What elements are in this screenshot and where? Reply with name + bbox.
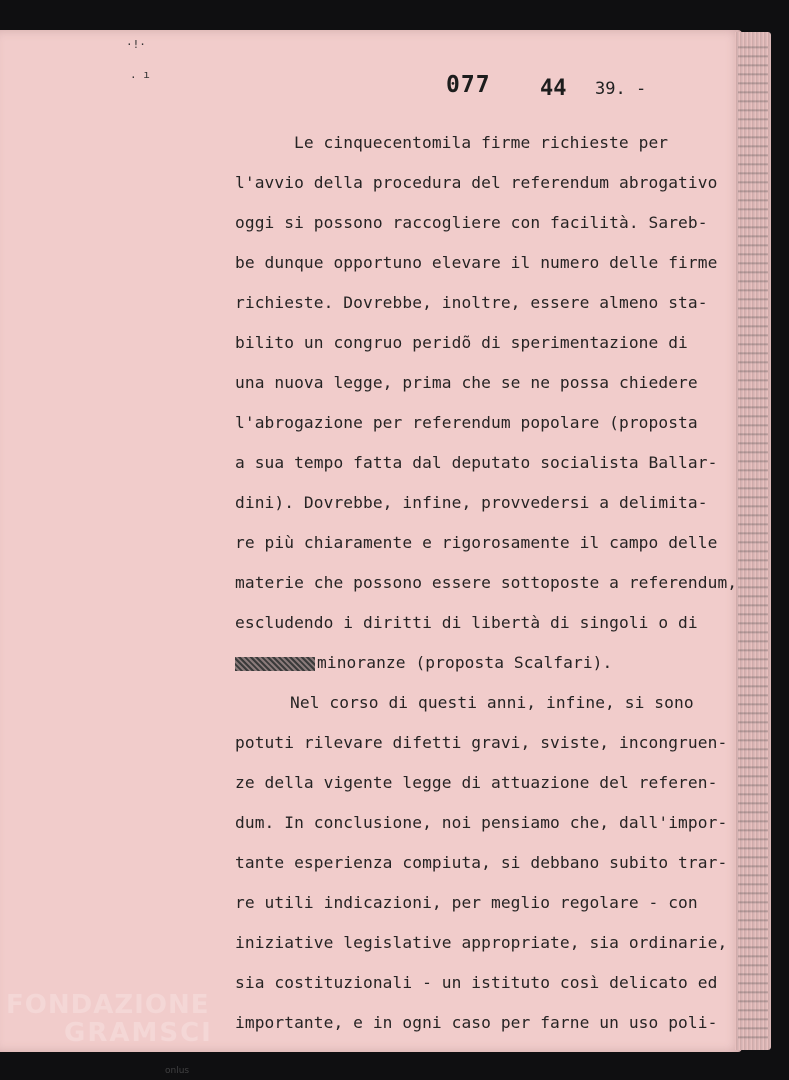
text-line: oggi si possono raccogliere con facilità. Sareb- <box>235 213 708 232</box>
page-edge-marks <box>738 40 768 1040</box>
text-line: una nuova legge, prima che se ne possa chiedere <box>235 373 698 392</box>
watermark-logo <box>6 992 213 1046</box>
text-line: materie che possono essere sottoposte a referendum, <box>235 573 738 592</box>
archive-sheet-number: 44 <box>540 76 567 101</box>
text-line: dum. In conclusione, noi pensiamo che, dall'impor- <box>235 813 728 832</box>
text-line: ze della vigente legge di attuazione del referen- <box>235 773 718 792</box>
text-line-redacted <box>235 653 612 672</box>
text-line: re più chiaramente e rigorosamente il campo delle <box>235 533 718 552</box>
text-line: Le cinquecentomila firme richieste per <box>294 133 669 152</box>
text-line: Nel corso di questi anni, infine, si sono <box>290 693 694 712</box>
stray-mark: . ı <box>130 68 150 81</box>
watermark-line1: FONDAZIONE <box>6 990 210 1020</box>
stray-mark: ·!· <box>126 38 146 51</box>
text-line: a sua tempo fatta dal deputato socialista Ballar- <box>235 453 718 472</box>
text-line: escludendo i diritti di libertà di singoli o di <box>235 613 698 632</box>
text-line: l'avvio della procedura del referendum abrogativo <box>235 173 718 192</box>
text-line: richieste. Dovrebbe, inoltre, essere almeno sta- <box>235 293 708 312</box>
archive-number: 077 <box>446 72 491 98</box>
text-line: re utili indicazioni, per meglio regolare - con <box>235 893 698 912</box>
text-line: be dunque opportuno elevare il numero delle firme <box>235 253 718 272</box>
text-line: dini). Dovrebbe, infine, provvedersi a delimita- <box>235 493 708 512</box>
text-fragment: minoranze (proposta Scalfari). <box>317 653 613 672</box>
text-line: bilito un congruo peridõ di sperimentazione di <box>235 333 688 352</box>
text-line: l'abrogazione per referendum popolare (proposta <box>235 413 698 432</box>
watermark-line2: GRAMSCI <box>64 1018 213 1048</box>
text-line: tante esperienza compiuta, si debbano subito trar- <box>235 853 728 872</box>
text-line: potuti rilevare difetti gravi, sviste, incongruen- <box>235 733 728 752</box>
watermark-onlus: onlus <box>165 1066 190 1076</box>
redaction-mark <box>235 657 315 671</box>
text-line: importante, e in ogni caso per farne un uso poli- <box>235 1013 718 1032</box>
page-number: 39. - <box>595 79 647 99</box>
text-line: sia costituzionali - un istituto così delicato ed <box>235 973 718 992</box>
text-line: iniziative legislative appropriate, sia ordinarie, <box>235 933 728 952</box>
